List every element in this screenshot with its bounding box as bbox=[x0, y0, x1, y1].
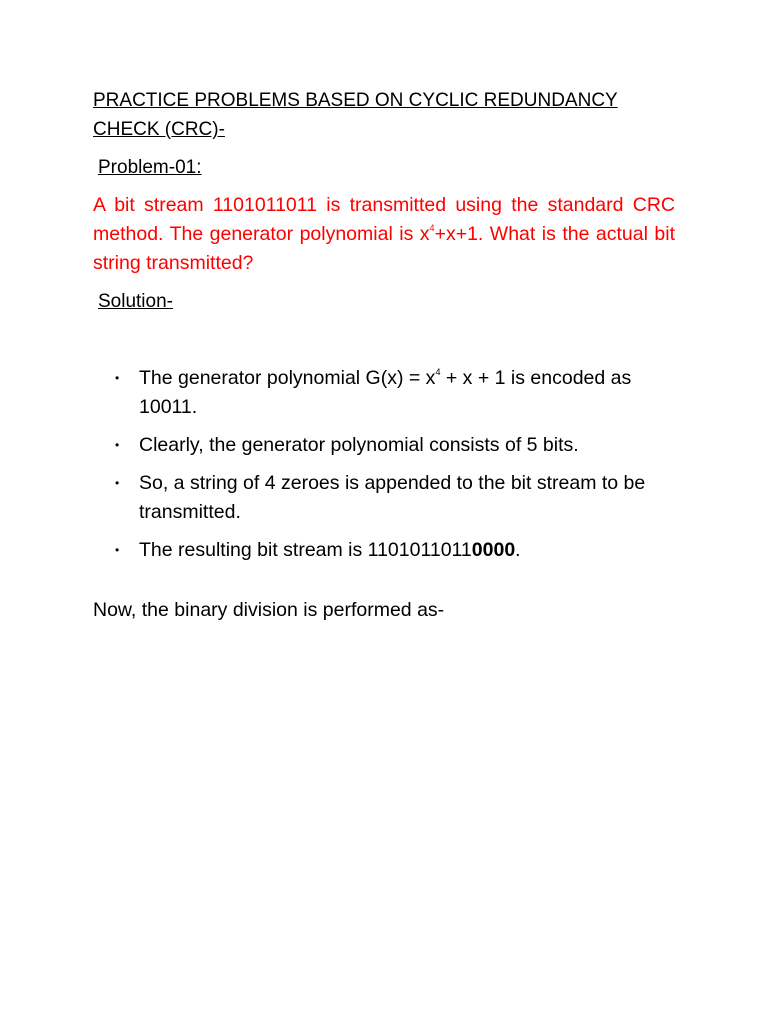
bullet-icon: • bbox=[115, 371, 120, 385]
problem-label: Problem-01: bbox=[98, 157, 202, 178]
solution-label: Solution- bbox=[98, 291, 173, 312]
list-item bbox=[93, 364, 675, 422]
bullet-icon: • bbox=[115, 476, 120, 490]
bullet-text-4 bbox=[139, 539, 521, 561]
bullet-icon: • bbox=[115, 543, 120, 557]
bullet-1-part-2: + x + 1 is encoded as 10011. bbox=[139, 367, 632, 418]
problem-text-part-1: A bit stream 1101011011 is transmitted using the standard CRC method. The generator polynomial is x bbox=[93, 194, 675, 245]
document-page bbox=[93, 86, 675, 625]
list-item bbox=[93, 469, 675, 527]
bullet-1-exponent: 4 bbox=[435, 367, 441, 377]
bullet-4-bold-zeroes: 0000 bbox=[471, 539, 516, 561]
document-heading bbox=[93, 86, 675, 144]
bullet-text-2: Clearly, the generator polynomial consists of 5 bits. bbox=[139, 434, 579, 456]
bullet-text-3: So, a string of 4 zeroes is appended to the bit stream to be transmitted. bbox=[139, 472, 646, 523]
bullet-icon: • bbox=[115, 438, 120, 452]
bullet-1-part-1: The generator polynomial G(x) = x bbox=[139, 367, 436, 389]
bullet-text-1 bbox=[139, 367, 631, 418]
bullet-4-part-2: . bbox=[515, 539, 521, 561]
heading-line-2: CHECK (CRC)- bbox=[93, 119, 225, 140]
heading-line-1: PRACTICE PROBLEMS BASED ON CYCLIC REDUNDANCY bbox=[93, 90, 618, 111]
problem-statement bbox=[93, 191, 675, 278]
problem-exponent: 4 bbox=[429, 223, 435, 233]
list-item bbox=[93, 536, 675, 565]
bullet-4-part-1: The resulting bit stream is 1101011011 bbox=[139, 539, 472, 561]
list-item bbox=[93, 431, 675, 460]
solution-bullet-list bbox=[93, 364, 675, 565]
problem-text-part-2: +x+1. What is the actual bit string transmitted? bbox=[93, 223, 675, 274]
closing-statement: Now, the binary division is performed as- bbox=[93, 599, 445, 621]
